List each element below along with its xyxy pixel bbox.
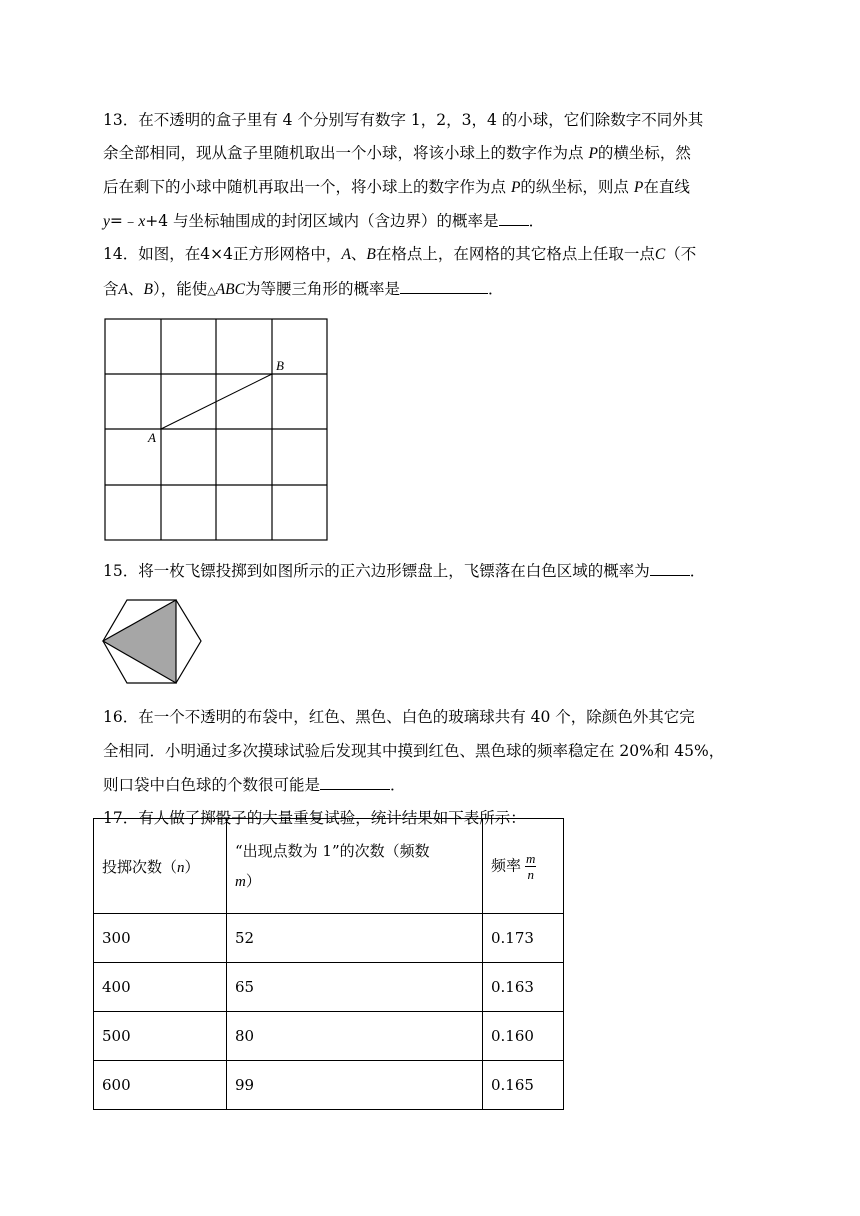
q16-text-3a: 则口袋中白色球的个数很可能是 (103, 776, 321, 794)
cell-m: 52 (227, 914, 483, 963)
q16-text-1: 16．在一个不透明的布袋中，红色、黑色、白色的玻璃球共有 40 个，除颜色外其它完 (103, 708, 695, 726)
frequency-fraction (525, 851, 536, 882)
q14-text-2b: ），能使 (152, 280, 208, 298)
q16-line-3 (103, 775, 406, 795)
q17-text-1: 17．有人做了掷骰子的大量重复试验，统计结果如下表所示： (103, 809, 526, 827)
q14-var-c: C (654, 246, 666, 263)
q13-text-4a: =﹣ (109, 212, 139, 230)
q14-answer-blank (400, 279, 488, 294)
table-header-row (94, 819, 564, 914)
cell-m: 80 (227, 1012, 483, 1061)
q13-line-3 (103, 177, 690, 198)
q14-var-a: A (118, 281, 128, 298)
q14-var-b: B (143, 281, 153, 298)
grid-lines (105, 319, 327, 540)
point-b-label: B (276, 358, 284, 373)
header-frequency (483, 819, 564, 914)
header-count-close: ） (245, 871, 261, 890)
header-throws-var-n: n (177, 859, 185, 876)
q13-line-2 (103, 143, 691, 164)
q14-line-2 (103, 279, 504, 301)
cell-f: 0.163 (483, 963, 564, 1012)
q15-line-1 (103, 561, 705, 581)
q13-line-4 (103, 211, 544, 232)
table-row (94, 963, 564, 1012)
q13-answer-blank (499, 211, 529, 226)
header-frequency-text: 频率 (491, 856, 522, 874)
q13-var-p: P (510, 179, 521, 196)
q13-line-1 (103, 110, 703, 130)
q13-text-2a: 余全部相同，现从盒子里随机取出一个小球，将该小球上的数字作为点 (103, 144, 589, 162)
q13-text-2b: 的横坐标，然 (597, 144, 691, 162)
q13-text-4b: +4 与坐标轴围成的封闭区域内（含边界）的概率是 (145, 212, 499, 230)
cell-m: 99 (227, 1061, 483, 1110)
q14-var-b: B (366, 246, 376, 263)
cell-f: 0.160 (483, 1012, 564, 1061)
fraction-numerator: m (526, 850, 536, 866)
q13-text-1: 13．在不透明的盒子里有 4 个分别写有数字 1，2，3，4 的小球，它们除数字不同外其 (103, 111, 704, 129)
cell-n: 500 (94, 1012, 227, 1061)
fraction-denominator: n (527, 866, 534, 882)
cell-f: 0.173 (483, 914, 564, 963)
table-row (94, 914, 564, 963)
cell-n: 300 (94, 914, 227, 963)
q16-answer-blank (320, 775, 390, 790)
q16-text-3b: ． (390, 776, 406, 794)
cell-m: 65 (227, 963, 483, 1012)
q14-text-2d: ． (488, 280, 504, 298)
q14-text-2a: 含 (103, 280, 119, 298)
q15-hexagon-figure (100, 595, 220, 695)
header-count-text: “出现点数为 1”的次数（频数 (235, 841, 430, 860)
q14-text-1a: 14．如图，在4×4正方形网格中， (103, 245, 342, 263)
q14-line-1 (103, 244, 696, 265)
q15-text-1b: ． (689, 562, 706, 580)
q13-text-3b: 的纵坐标，则点 (520, 178, 634, 196)
q14-var-abc: ABC (215, 281, 245, 298)
header-throws (94, 819, 227, 914)
q16-line-1 (103, 707, 695, 727)
header-throws-close: ） (184, 857, 200, 876)
q17-frequency-table (93, 818, 564, 1110)
q16-line-2 (103, 741, 724, 761)
q13-var-p: P (588, 145, 598, 162)
q14-text-1b: 在格点上，在网格的其它格点上任取一点 (375, 245, 655, 263)
header-count-var-m: m (235, 873, 246, 890)
q13-var-x: x (138, 213, 146, 230)
table-row (94, 1061, 564, 1110)
header-count (227, 819, 483, 914)
q13-text-3a: 后在剩下的小球中随机再取出一个，将小球上的数字作为点 (103, 178, 511, 196)
q14-var-a: A (341, 246, 351, 263)
cell-n: 600 (94, 1061, 227, 1110)
q14-text-1c: （不 (665, 245, 697, 263)
q15-text-1a: 15．将一枚飞镖投掷到如图所示的正六边形镖盘上，飞镖落在白色区域的概率为 (103, 562, 650, 580)
q15-answer-blank (650, 561, 690, 576)
q14-sep: 、 (127, 280, 144, 298)
q13-var-p: P (633, 179, 644, 196)
cell-f: 0.165 (483, 1061, 564, 1110)
q14-text-2c: 为等腰三角形的概率是 (244, 280, 400, 298)
q14-sep: 、 (350, 245, 367, 263)
cell-n: 400 (94, 963, 227, 1012)
table-row (94, 1012, 564, 1061)
q14-triangle-symbol: △ (207, 284, 216, 297)
q13-text-3c: 在直线 (643, 178, 690, 196)
point-a-label: A (148, 430, 156, 445)
q13-var-y: y (103, 213, 110, 230)
header-throws-text: 投掷次数（ (102, 857, 178, 876)
q13-text-4c: ． (528, 212, 545, 230)
q14-grid-figure (104, 318, 344, 558)
q16-text-2: 全相同．小明通过多次摸球试验后发现其中摸到红色、黑色球的频率稳定在 20%和 45%， (103, 742, 725, 760)
